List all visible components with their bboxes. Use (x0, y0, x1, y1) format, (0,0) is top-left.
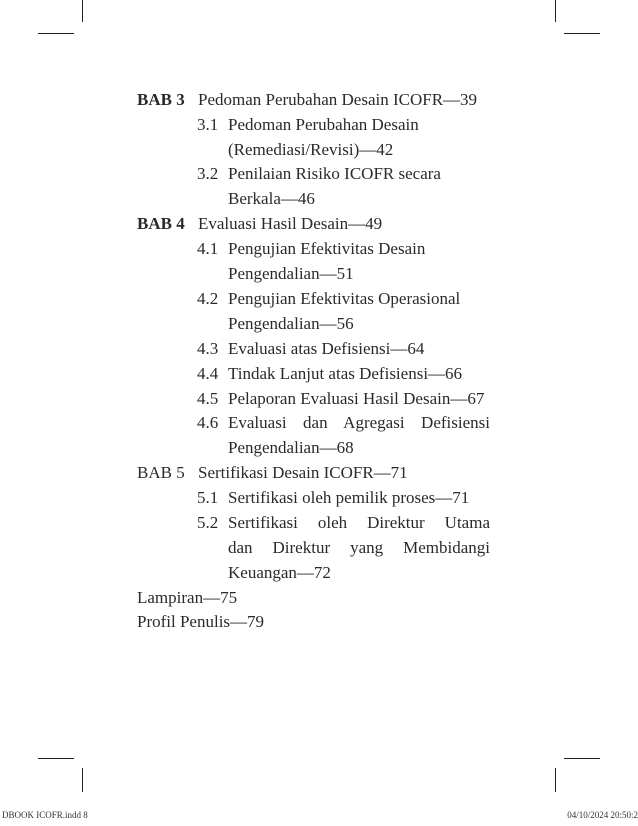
section-number: 3.1 (197, 115, 219, 134)
chapter-3-entry[interactable] (137, 87, 477, 112)
section-title-continued: dan Direktur yang Membidangi (228, 538, 490, 557)
chapter-title: Pedoman Perubahan Desain ICOFR—39 (198, 90, 478, 109)
chapter-4-entry[interactable] (137, 211, 382, 236)
chapter-label: BAB 3 (137, 90, 185, 109)
section-title: Penilaian Risiko ICOFR secara (228, 164, 441, 183)
section-title: Sertifikasi oleh Direktur Utama (228, 513, 490, 532)
section-title: Pengujian Efektivitas Operasional (228, 289, 461, 308)
section-title: Pengujian Efektivitas Desain (228, 239, 426, 258)
section-title-continued: Berkala—46 (228, 189, 315, 208)
section-number: 4.6 (197, 413, 219, 432)
section-title: Pelaporan Evaluasi Hasil Desain—67 (228, 389, 485, 408)
chapter-label: BAB 4 (137, 214, 185, 233)
chapter-title: Evaluasi Hasil Desain—49 (198, 214, 383, 233)
section-title-continued: Pengendalian—56 (228, 314, 354, 333)
section-title: Evaluasi atas Defisiensi—64 (228, 339, 425, 358)
section-number: 5.1 (197, 488, 219, 507)
crop-mark (82, 768, 83, 792)
section-number: 4.2 (197, 289, 219, 308)
chapter-title: Sertifikasi Desain ICOFR—71 (198, 463, 408, 482)
slug-timestamp: 04/10/2024 20:50:2 (567, 810, 638, 820)
crop-mark (555, 768, 556, 792)
section-number: 4.4 (197, 364, 219, 383)
appendix-entry[interactable]: Lampiran—75 (137, 588, 238, 607)
chapter-label: BAB 5 (137, 463, 185, 482)
section-title: Evaluasi dan Agregasi Defisiensi (228, 413, 490, 432)
section-title: Tindak Lanjut atas Defisiensi—66 (228, 364, 463, 383)
section-number: 4.5 (197, 389, 219, 408)
chapter-5-entry[interactable] (137, 460, 408, 485)
section-number: 4.1 (197, 239, 219, 258)
section-title-continued: (Remediasi/Revisi)—42 (228, 140, 394, 159)
section-title-continued: Pengendalian—68 (228, 438, 354, 457)
section-title-continued: Pengendalian—51 (228, 264, 354, 283)
section-title: Sertifikasi oleh pemilik proses—71 (228, 488, 470, 507)
section-number: 3.2 (197, 164, 219, 183)
section-number: 5.2 (197, 513, 219, 532)
section-title-continued: Keuangan—72 (228, 563, 331, 582)
section-title: Pedoman Perubahan Desain (228, 115, 419, 134)
section-number: 4.3 (197, 339, 219, 358)
author-profile-entry[interactable]: Profil Penulis—79 (137, 612, 265, 631)
slug-filename: DBOOK ICOFR.indd 8 (2, 810, 88, 820)
